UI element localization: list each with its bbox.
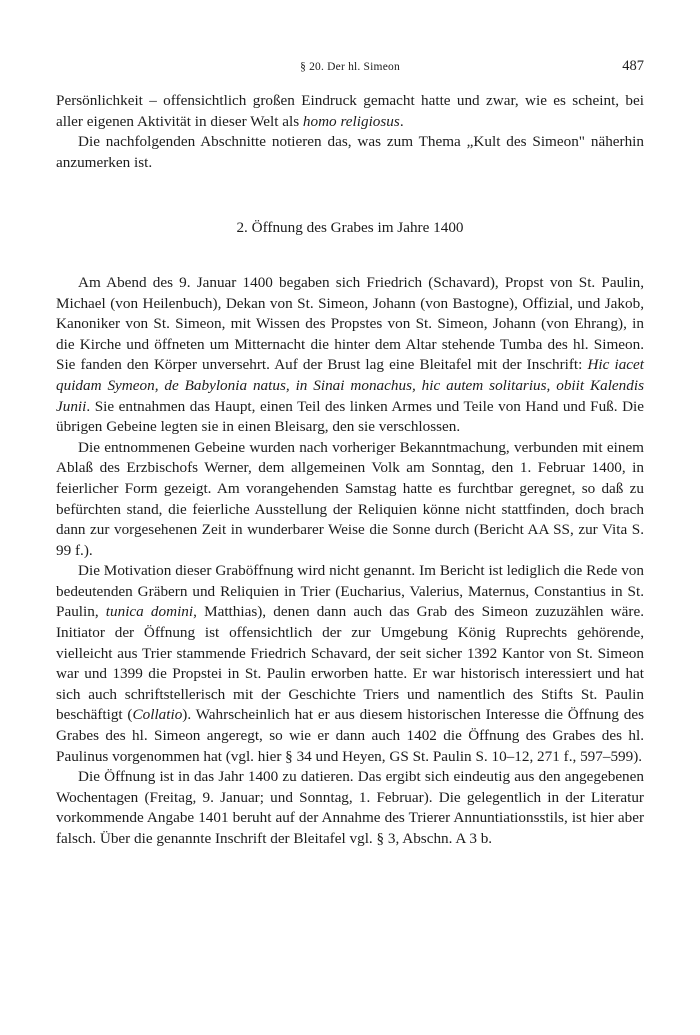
paragraph (56, 91, 644, 132)
page-header (56, 58, 644, 80)
text-run: ). Wahrscheinlich hat er aus diesem historischen Interesse die Öffnung des Grabes des hl. Simeon angeregt, so wie er dann auch 1402 die Öffnung des Grabes des hl. Paulinus vorgenommen hat (vgl. hier § 34 und Heyen, GS St. Paulin S. 10–12, 271 f., 597–599). (56, 706, 644, 765)
italic-text: tunica domini (105, 603, 194, 621)
italic-text: homo religiosus (302, 112, 400, 130)
italic-text: Collatio (132, 706, 183, 724)
text-run: , Matthias), denen dann auch das Grab des Simeon zuzuzählen wäre. Initiator der Öffnung ist offensichtlich der zur Umgebung König Ruprechts gehörende, vielleicht aus Trier stammende Friedrich Schavard, der seit sicher 1392 Kantor von St. Simeon war und 1399 die Propstei in St. Paulin erworben hatte. Er war historisch interessiert und hat sich auch schriftstellerisch mit der Geschichte Triers und namentlich des Stifts St. Paulin beschäftigt ( (56, 603, 644, 724)
paragraph (56, 438, 644, 562)
paragraph (56, 767, 644, 849)
section-heading: 2. Öffnung des Grabes im Jahre 1400 (236, 219, 464, 237)
text-run: . Sie entnahmen das Haupt, einen Teil des linken Armes und Teile von Hand und Fuß. Die übrigen Gebeine legten sie in einen Bleisarg, den sie verschlossen. (56, 397, 644, 436)
italic-text: Hic iacet quidam Symeon, de Babylonia natus, in Sinai monachus, hic autem solitarius, obiit Kalendis Junii (56, 356, 644, 415)
running-title: § 20. Der hl. Simeon (300, 61, 400, 73)
text-run: Die Motivation dieser Graböffnung wird nicht genannt. Im Bericht ist lediglich die Rede von bedeutenden Gräbern und Reliquien in Trier (Eucharius, Valerius, Maternus, Constantius in St. Paulin, (56, 562, 644, 621)
text-run: Die Öffnung ist in das Jahr 1400 zu datieren. Das ergibt sich eindeutig aus den angegebenen Wochentagen (Freitag, 9. Januar; und Sonntag, 1. Februar). Die gelegentlich in der Literatur vorkommende Angabe 1401 beruht auf der Annahme des Trierer Annuntiationsstils, ist hier aber falsch. Über die genannte Inschrift der Bleitafel vgl. § 3, Abschn. A 3 b. (56, 768, 644, 847)
page-number: 487 (622, 58, 644, 74)
paragraph (56, 273, 644, 438)
paragraph (56, 132, 644, 173)
text-run: . (399, 112, 404, 130)
paragraph (56, 561, 644, 767)
text-run: Die entnommenen Gebeine wurden nach vorheriger Bekanntmachung, verbunden mit einem Ablaß des Erzbischofs Werner, dem allgemeinen Volk am Sonntag, den 1. Februar 1400, in feierlicher Form gezeigt. Am vorangehenden Samstag hatte es furchtbar geregnet, so daß zu befürchten stand, die feierliche Ausstellung der Reliquien könne nicht stattfinden, doch brach dann zur vorgesehenen Zeit in wunderbarer Weise die Sonne durch (Bericht AA SS, zur Vita S. 99 f.). (56, 438, 644, 559)
text-run: Persönlichkeit – offensichtlich großen Eindruck gemacht hatte und zwar, wie es scheint, bei aller eigenen Aktivität in dieser Welt als (56, 92, 644, 130)
body-text (56, 91, 644, 850)
text-run: Am Abend des 9. Januar 1400 begaben sich Friedrich (Schavard), Propst von St. Paulin, Michael (von Heilenbuch), Dekan von St. Simeon, Johann (von Bastogne), Offizial, und Jakob, Kanoniker von St. Simeon, mit Wissen des Propstes von St. Simeon, Johann (von Ehrang), in die Kirche und öffneten um Mitternacht die hinter dem Altar stehende Tumba des hl. Simeon. Sie fanden den Körper unversehrt. Auf der Brust lag eine Bleitafel mit der Inschrift: (56, 273, 644, 374)
text-run: Die nachfolgenden Abschnitte notieren das, was zum Thema „Kult des Simeon" näherhin anzumerken ist. (56, 133, 644, 171)
